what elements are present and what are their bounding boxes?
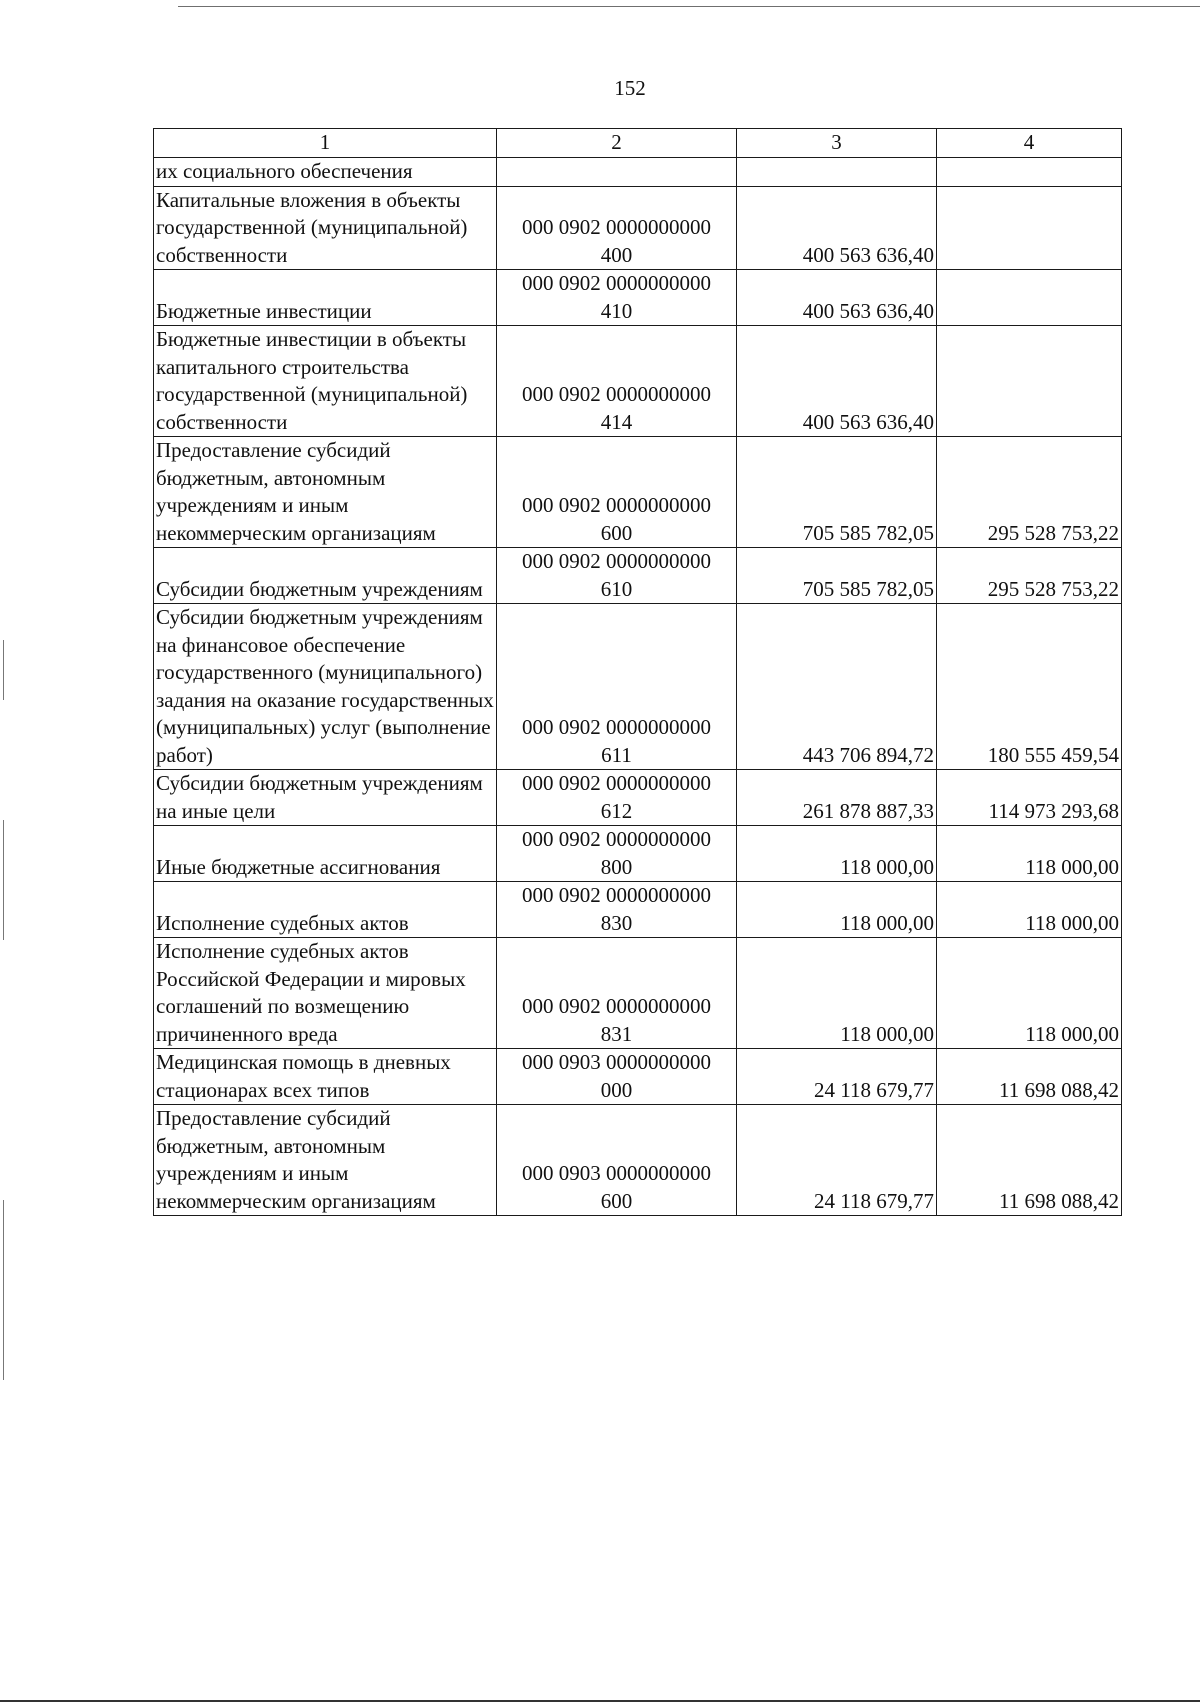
row-name: Иные бюджетные ассигнования xyxy=(154,826,497,882)
scan-top-border-line xyxy=(178,6,1200,7)
row-value-col3: 118 000,00 xyxy=(737,826,937,882)
row-code xyxy=(497,548,737,604)
row-value-col4: 180 555 459,54 xyxy=(937,604,1122,770)
row-code xyxy=(497,270,737,326)
scan-left-margin-mark xyxy=(3,640,4,700)
row-value-col3: 400 563 636,40 xyxy=(737,326,937,437)
row-value-col3: 400 563 636,40 xyxy=(737,186,937,270)
row-name: Капитальные вложения в объекты государственной (муниципальной) собственности xyxy=(154,186,497,270)
row-name: Субсидии бюджетным учреждениям на финансовое обеспечение государственного (муниципального) задания на оказание государственных (муниципальных) услуг (выполнение работ) xyxy=(154,604,497,770)
row-code-line-2: 800 xyxy=(600,854,633,879)
scan-left-margin-mark xyxy=(3,820,4,940)
row-code xyxy=(497,437,737,548)
table-row xyxy=(154,770,1122,826)
row-code-line-2: 610 xyxy=(600,576,633,601)
row-value-col4: 114 973 293,68 xyxy=(937,770,1122,826)
column-header-1: 1 xyxy=(154,129,497,158)
row-value-col3: 400 563 636,40 xyxy=(737,270,937,326)
row-value-col4 xyxy=(937,186,1122,270)
row-code-line-1: 000 0902 0000000000 xyxy=(522,382,711,406)
table-row xyxy=(154,882,1122,938)
table-row xyxy=(154,938,1122,1049)
column-header-4: 4 xyxy=(937,129,1122,158)
row-value-col4: 295 528 753,22 xyxy=(937,548,1122,604)
row-name: Субсидии бюджетным учреждениям на иные цели xyxy=(154,770,497,826)
row-code-line-2: 400 xyxy=(600,242,633,267)
table-row xyxy=(154,548,1122,604)
row-code xyxy=(497,158,737,187)
row-code-line-1: 000 0903 0000000000 xyxy=(522,1050,711,1074)
row-code-line-1: 000 0902 0000000000 xyxy=(522,493,711,517)
row-code-line-1: 000 0902 0000000000 xyxy=(522,994,711,1018)
row-code-line-1: 000 0902 0000000000 xyxy=(522,883,711,907)
scan-bottom-border-line xyxy=(0,1700,1200,1702)
row-name: Исполнение судебных актов xyxy=(154,882,497,938)
row-code-line-2: 600 xyxy=(600,520,633,545)
row-value-col3: 443 706 894,72 xyxy=(737,604,937,770)
table-header-row xyxy=(154,129,1122,158)
row-value-col4 xyxy=(937,270,1122,326)
column-header-3: 3 xyxy=(737,129,937,158)
row-code-line-1: 000 0902 0000000000 xyxy=(522,827,711,851)
row-value-col3: 705 585 782,05 xyxy=(737,548,937,604)
row-value-col4: 295 528 753,22 xyxy=(937,437,1122,548)
table-row xyxy=(154,326,1122,437)
row-value-col4 xyxy=(937,158,1122,187)
table-row xyxy=(154,604,1122,770)
row-code xyxy=(497,770,737,826)
table-row xyxy=(154,1105,1122,1216)
row-code xyxy=(497,826,737,882)
row-code-line-1: 000 0902 0000000000 xyxy=(522,271,711,295)
row-code xyxy=(497,1049,737,1105)
row-value-col3: 705 585 782,05 xyxy=(737,437,937,548)
row-code-line-1: 000 0902 0000000000 xyxy=(522,215,711,239)
row-code xyxy=(497,882,737,938)
row-code xyxy=(497,1105,737,1216)
row-code-line-1: 000 0902 0000000000 xyxy=(522,771,711,795)
row-name: Бюджетные инвестиции в объекты капитального строительства государственной (муниципальной) собственности xyxy=(154,326,497,437)
table-row xyxy=(154,437,1122,548)
row-value-col3: 118 000,00 xyxy=(737,938,937,1049)
row-value-col4: 118 000,00 xyxy=(937,826,1122,882)
scan-left-margin-mark xyxy=(3,1200,4,1380)
row-code-line-2: 000 xyxy=(600,1077,633,1102)
row-code-line-1: 000 0902 0000000000 xyxy=(522,549,711,573)
row-code-line-2: 414 xyxy=(600,409,633,434)
row-code-line-2: 600 xyxy=(600,1188,633,1213)
row-value-col4: 11 698 088,42 xyxy=(937,1105,1122,1216)
row-value-col4: 118 000,00 xyxy=(937,938,1122,1049)
row-code-line-1: 000 0903 0000000000 xyxy=(522,1161,711,1185)
row-code-line-1: 000 0902 0000000000 xyxy=(522,715,711,739)
row-code xyxy=(497,326,737,437)
row-value-col4: 118 000,00 xyxy=(937,882,1122,938)
row-name: их социального обеспечения xyxy=(154,158,497,187)
row-value-col4 xyxy=(937,326,1122,437)
row-code-line-2: 830 xyxy=(600,910,633,935)
row-code-line-2: 612 xyxy=(600,798,633,823)
row-code xyxy=(497,604,737,770)
row-code xyxy=(497,938,737,1049)
table-row xyxy=(154,270,1122,326)
row-code-line-2: 410 xyxy=(600,298,633,323)
row-name: Медицинская помощь в дневных стационарах всех типов xyxy=(154,1049,497,1105)
row-code-line-2: 831 xyxy=(600,1021,633,1046)
row-value-col4: 11 698 088,42 xyxy=(937,1049,1122,1105)
row-value-col3: 261 878 887,33 xyxy=(737,770,937,826)
column-header-2: 2 xyxy=(497,129,737,158)
row-code xyxy=(497,186,737,270)
table-row xyxy=(154,158,1122,187)
table-row xyxy=(154,186,1122,270)
row-name: Исполнение судебных актов Российской Федерации и мировых соглашений по возмещению причиненного вреда xyxy=(154,938,497,1049)
row-name: Предоставление субсидий бюджетным, автономным учреждениям и иным некоммерческим организациям xyxy=(154,1105,497,1216)
row-name: Предоставление субсидий бюджетным, автономным учреждениям и иным некоммерческим организациям xyxy=(154,437,497,548)
row-code-line-2: 611 xyxy=(601,742,632,767)
row-value-col3: 24 118 679,77 xyxy=(737,1049,937,1105)
page-number: 152 xyxy=(614,76,646,100)
row-value-col3 xyxy=(737,158,937,187)
budget-table xyxy=(153,128,1122,1216)
row-value-col3: 118 000,00 xyxy=(737,882,937,938)
row-value-col3: 24 118 679,77 xyxy=(737,1105,937,1216)
row-name: Субсидии бюджетным учреждениям xyxy=(154,548,497,604)
table-row xyxy=(154,826,1122,882)
table-row xyxy=(154,1049,1122,1105)
row-name: Бюджетные инвестиции xyxy=(154,270,497,326)
